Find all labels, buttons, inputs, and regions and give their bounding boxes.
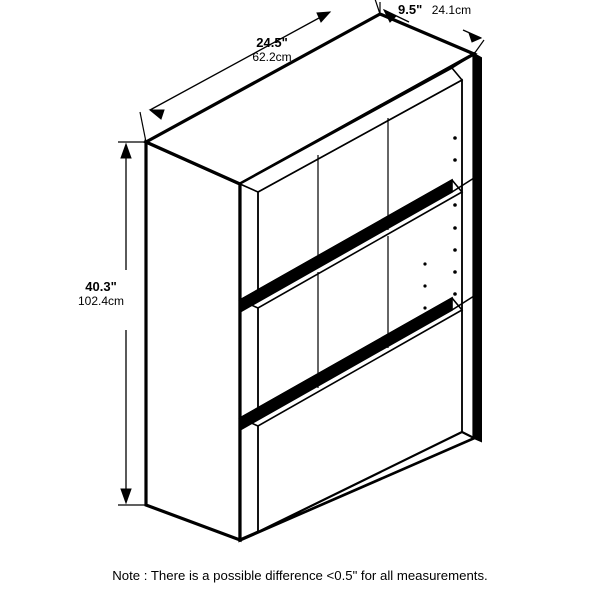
height-arrow-bottom (121, 489, 131, 503)
width-dimension-label (212, 36, 332, 64)
depth-arrow-right (469, 33, 481, 42)
depth-dimension-label (398, 3, 518, 18)
left-side-panel (146, 142, 240, 540)
width-arrow-right (317, 12, 330, 22)
height-dimension-label (62, 280, 140, 308)
height-arrow-top (121, 144, 131, 158)
width-ext-line-right (372, 0, 380, 14)
right-panel-edge (474, 54, 481, 441)
width-imperial-value: 24.5" (256, 35, 288, 50)
width-ext-line-left (140, 112, 146, 142)
measurement-note: Note : There is a possible difference <0.5" for all measurements. (112, 568, 488, 583)
width-arrow-left (150, 110, 164, 119)
height-metric-value: 102.4cm (77, 293, 125, 308)
height-dimension (118, 142, 146, 505)
height-imperial-value: 40.3" (85, 279, 117, 294)
depth-ext-line-right (474, 40, 484, 54)
depth-imperial-value: 9.5" (398, 2, 423, 17)
depth-metric-value: 24.1cm (431, 3, 472, 17)
width-metric-value: 62.2cm (252, 49, 292, 64)
